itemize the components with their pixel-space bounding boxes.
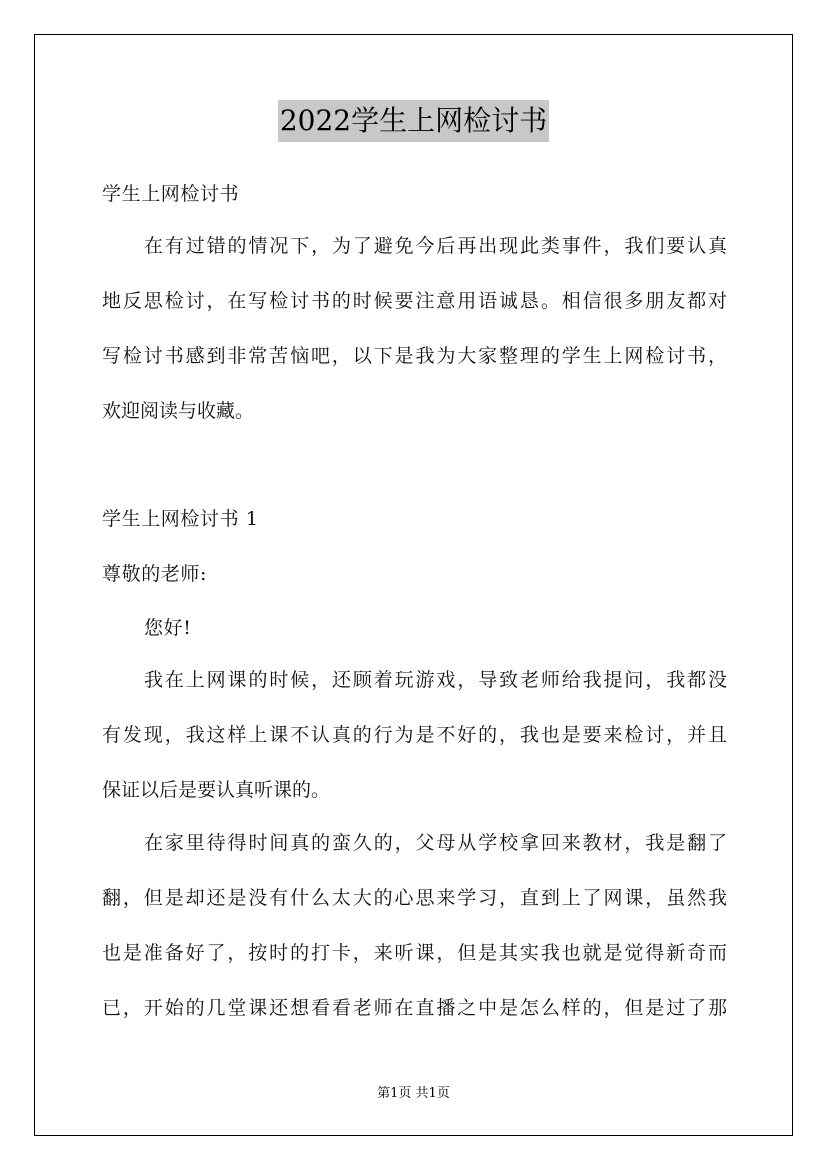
intro-line: 在有过错的情况下，为了避免今后再出现此类事件，我们要认真	[144, 235, 727, 257]
paragraph-1	[102, 653, 727, 818]
paragraph-2	[102, 816, 727, 1036]
greeting: 您好!	[144, 617, 192, 639]
intro-line: 写检讨书感到非常苦恼吧，以下是我为大家整理的学生上网检讨书，	[102, 345, 727, 367]
paragraph-line: 也是准备好了，按时的打卡，来听课，但是其实我也就是觉得新奇而	[102, 942, 727, 964]
document-subtitle: 学生上网检讨书	[102, 183, 240, 205]
paragraph-line: 在家里待得时间真的蛮久的，父母从学校拿回来教材，我是翻了	[144, 832, 727, 854]
paragraph-line: 保证以后是要认真听课的。	[102, 779, 331, 801]
section-heading: 学生上网检讨书 1	[102, 508, 259, 530]
paragraph-line: 有发现，我这样上课不认真的行为是不好的，我也是要来检讨，并且	[102, 724, 727, 746]
paragraph-line: 已，开始的几堂课还想看看老师在直播之中是怎么样的，但是过了那	[102, 997, 727, 1019]
paragraph-line: 我在上网课的时候，还顾着玩游戏，导致老师给我提问，我都没	[144, 669, 727, 691]
paragraph-line: 翻，但是却还是没有什么太大的心思来学习，直到上了网课，虽然我	[102, 887, 727, 909]
page-footer: 第1页 共1页	[377, 1086, 450, 1101]
title-container	[0, 100, 827, 142]
salutation: 尊敬的老师:	[102, 563, 208, 585]
document-title: 2022学生上网检讨书	[278, 100, 549, 142]
intro-line: 欢迎阅读与收藏。	[102, 400, 255, 422]
intro-line: 地反思检讨，在写检讨书的时候要注意用语诚恳。相信很多朋友都对	[102, 290, 727, 312]
intro-paragraph	[102, 219, 727, 439]
